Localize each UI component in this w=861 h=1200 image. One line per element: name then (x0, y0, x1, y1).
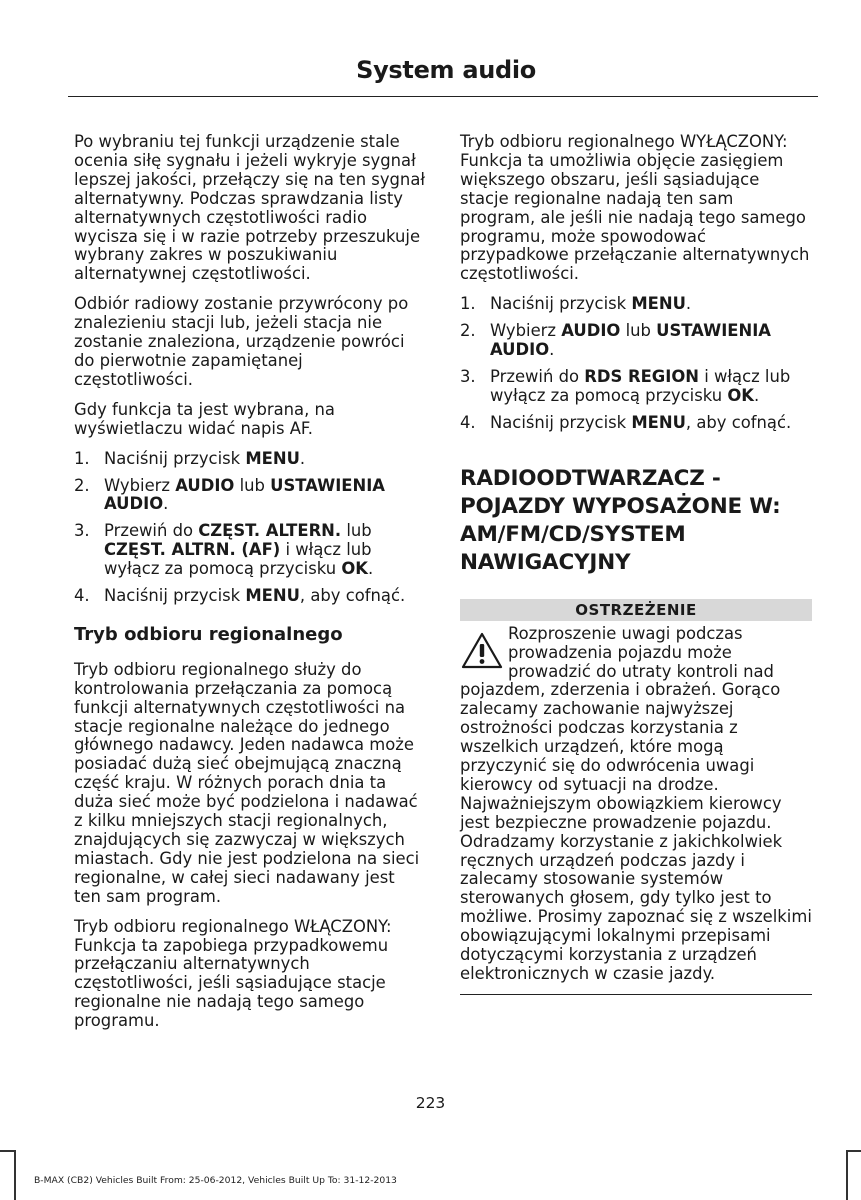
step-text: . (753, 385, 760, 405)
crop-mark (846, 1150, 848, 1200)
af-steps-list (74, 450, 426, 606)
step-text: , aby cofnąć. (685, 412, 792, 432)
step-number: 3. (460, 366, 476, 386)
warning-divider (460, 994, 812, 995)
list-item (460, 295, 812, 314)
step-key: OK (341, 559, 368, 579)
list-item (74, 477, 426, 515)
step-text: lub (234, 475, 271, 495)
warning-triangle-icon (460, 631, 504, 671)
step-number: 1. (74, 448, 90, 468)
step-text: lub (341, 521, 372, 541)
step-key: MENU (245, 448, 300, 468)
paragraph: Po wybraniu tej funkcji urządzenie stale ocenia siłę sygnału i jeżeli wykryje sygnał lepszej jakości, przełączy się na ten sygnał alternatywny. Podczas sprawdzania listy alternatywnych częstotliwości radio wycisza się i w razie potrzeby przeszukuje wybrany zakres w poszukiwaniu alternatywnej częstotliwości. (74, 132, 426, 284)
step-key: MENU (631, 412, 686, 432)
step-text: . (685, 294, 692, 314)
step-key: CZĘST. ALTERN. (198, 521, 342, 541)
step-text: . (549, 340, 555, 360)
step-text: Wybierz (490, 321, 562, 341)
page-number: 223 (415, 1094, 446, 1112)
step-number: 2. (460, 321, 476, 341)
step-text: Naciśnij przycisk (490, 294, 632, 314)
step-number: 4. (460, 412, 476, 432)
step-key: RDS REGION (584, 366, 699, 386)
subheading: Tryb odbioru regionalnego (74, 623, 343, 645)
step-text: Przewiń do (104, 521, 199, 541)
step-key: AUDIO (175, 475, 235, 495)
list-item (460, 368, 812, 406)
rds-steps-list (460, 295, 812, 432)
step-key: AUDIO (561, 321, 621, 341)
step-text: . (163, 494, 169, 514)
paragraph: Tryb odbioru regionalnego WYŁĄCZONY: Funkcja ta umożliwia objęcie zasięgiem większego obszaru, jeśli sąsiadujące stacje regionalne nadają ten sam program, ale jeśli nie nadają tego samego programu, może spowodować przypadkowe przełączanie alternatywnych częstotliwości. (460, 132, 810, 284)
step-text: Przewiń do (490, 366, 585, 386)
paragraph: Tryb odbioru regionalnego służy do kontrolowania przełączania za pomocą funkcji alternatywnych częstotliwości na stacje regionalne należące do jednego głównego nadawcy. Jeden nadawca może posiadać dużą sieć obejmującą znaczną część kraju. W różnych porach dnia ta duża sieć może być podzielona i nadawać z kilku mniejszych stacji regionalnych, znajdujących się zazwyczaj w większych miastach. Gdy nie jest podzielona na sieci regionalne, w całej sieci nadawany jest ten sam program. (74, 659, 420, 906)
warning-box (460, 625, 812, 984)
step-text: Naciśnij przycisk (490, 412, 632, 432)
footer-vehicle-info: B-MAX (CB2) Vehicles Built From: 25-06-2012, Vehicles Built Up To: 31-12-2013 (34, 1175, 397, 1186)
crop-mark (14, 1150, 16, 1200)
left-column (74, 133, 426, 1042)
list-item (74, 522, 426, 579)
step-text: . (367, 559, 374, 579)
step-number: 4. (74, 586, 90, 606)
header-divider (68, 96, 818, 97)
step-number: 2. (74, 475, 90, 495)
right-column (460, 133, 812, 995)
warning-label: OSTRZEŻENIE (460, 599, 812, 621)
step-text: , aby cofnąć. (299, 586, 406, 606)
paragraph: Odbiór radiowy zostanie przywrócony po znalezieniu stacji lub, jeżeli stacja nie zostanie znaleziona, urządzenie powróci do pierwotnie zapamiętanej częstotliwości. (74, 294, 409, 389)
step-number: 1. (460, 294, 476, 314)
step-key: USTAWIENIA AUDIO (490, 321, 771, 360)
list-item (460, 322, 812, 360)
step-text: i włącz lub wyłącz za pomocą przycisku (490, 366, 791, 405)
step-key: USTAWIENIA AUDIO (104, 475, 385, 514)
step-key: OK (727, 385, 754, 405)
step-text: Naciśnij przycisk (104, 586, 246, 606)
step-text: i włącz lub wyłącz za pomocą przycisku (104, 540, 372, 579)
step-key: CZĘST. ALTRN. (AF) (104, 540, 281, 560)
list-item (74, 450, 426, 469)
warning-text: Rozproszenie uwagi podczas prowadzenia pojazdu może prowadzić do utraty kontroli nad pojazdem, zderzenia i obrażeń. Gorąco zalecamy zachowanie najwyższej ostrożności podczas korzystania z wszelkich urządzeń, które mogą przyczynić się do odwrócenia uwagi kierowcy od sytuacji na drodze. Najważniejszym obowiązkiem kierowcy jest bezpieczne prowadzenie pojazdu. Odradzamy korzystanie z jakichkolwiek ręcznych urządzeń podczas jazdy i zalecamy stosowanie systemów sterowanych głosem, gdy tylko jest to możliwe. Prosimy zapoznać się z wszelkimi obowiązującymi lokalnymi przepisami dotyczącymi korzystania z urządzeń elektronicznych w czasie jazdy. (460, 623, 812, 983)
step-text: Naciśnij przycisk (104, 448, 246, 468)
paragraph: Gdy funkcja ta jest wybrana, na wyświetlaczu widać napis AF. (74, 399, 335, 438)
paragraph: Tryb odbioru regionalnego WŁĄCZONY: Funkcja ta zapobiega przypadkowemu przełączaniu alternatywnych częstotliwości, jeśli sąsiadujące stacje regionalne nie nadają tego samego programu. (74, 916, 392, 1031)
page-title: System audio (356, 56, 536, 84)
step-key: MENU (631, 294, 686, 314)
crop-mark (0, 1150, 15, 1152)
step-text: . (299, 448, 306, 468)
step-text: lub (620, 321, 657, 341)
step-number: 3. (74, 521, 90, 541)
list-item (74, 587, 426, 606)
list-item (460, 414, 812, 433)
step-key: MENU (245, 586, 300, 606)
crop-mark (846, 1150, 861, 1152)
step-text: Wybierz (104, 475, 176, 495)
section-heading: RADIOODTWARZACZ - POJAZDY WYPOSAŻONE W: AM/FM/CD/SYSTEM NAWIGACYJNY (460, 465, 781, 575)
